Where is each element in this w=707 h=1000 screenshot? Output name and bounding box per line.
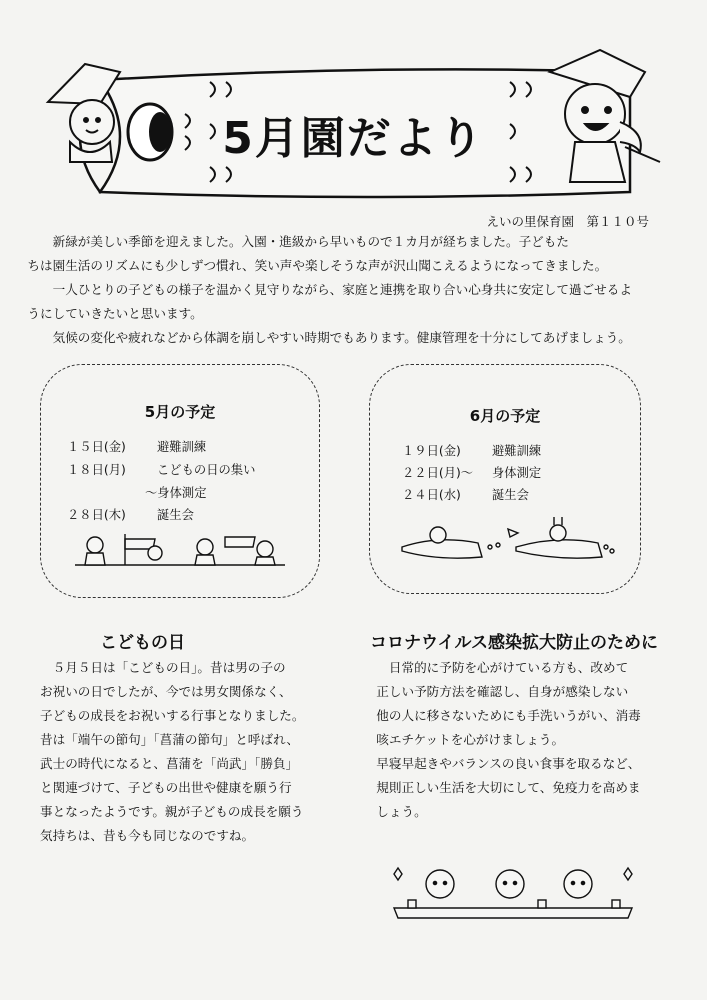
may-item-event: ～身体測定 bbox=[145, 486, 207, 500]
corona-prevention-title: コロナウイルス感染拡大防止のために bbox=[370, 633, 658, 653]
may-item-event: 避難訓練 bbox=[157, 440, 207, 454]
may-schedule-title: 5月の予定 bbox=[144, 403, 216, 421]
airplane-animals-illustration bbox=[398, 517, 618, 567]
children-parade-illustration bbox=[75, 529, 295, 577]
childrens-day-text: ５月５日は「こどもの日」。昔は男の子の お祝いの日でしたが、今では男女関係なく、 子どもの成長をお祝いする行事となりました。 昔は「端午の節句」「菖蒲の節句」と呼ばれ、 武士の時代になると、菖蒲を「尚武」「勝負」 と関連づけて、子どもの出世や健康を願う行 事となったようです。親が子どもの成長を願う 気持ちは、昔も今も同じなのですね。 bbox=[40, 660, 305, 843]
june-item-date: ２２日(月)～ bbox=[402, 466, 474, 480]
june-item-event: 誕生会 bbox=[492, 488, 529, 502]
may-item-date: １５日(金) bbox=[67, 440, 126, 454]
june-item-event: 身体測定 bbox=[492, 466, 542, 480]
may-item-event: こどもの日の集い bbox=[157, 463, 256, 477]
intro-paragraph-3: 気候の変化や疲れなどから体調を崩しやすい時期でもあります。健康管理を十分にしてあげましょう。 bbox=[52, 330, 631, 345]
june-item-event: 避難訓練 bbox=[492, 444, 542, 458]
intro-paragraph-2: 一人ひとりの子どもの様子を温かく見守りながら、家庭と連携を取り合い心身共に安定して過ごせるよ うにしていきたいと思います。 bbox=[27, 282, 632, 321]
june-schedule-box bbox=[369, 364, 641, 594]
corona-prevention-text: 日常的に予防を心がけている方も、改めて 正しい予防方法を確認し、自身が感染しない 他の人に移さないためにも手洗いうがい、消毒 咳エチケットを心がけましょう。 早寝早起きやバランスの良い食事を取るなど、 規則正しい生活を大切にして、免疫力を高めま しょう。 bbox=[376, 660, 641, 819]
june-schedule-title: 6月の予定 bbox=[469, 407, 541, 425]
may-schedule-box bbox=[40, 364, 320, 598]
intro-paragraph-1: 新緑が美しい季節を迎えました。入園・進級から早いもので１カ月が経ちました。子どもた ちは園生活のリズムにも少しずつ慣れ、笑い声や楽しそうな声が沢山聞こえるようになってきました。 bbox=[27, 234, 608, 273]
children-eating-illustration bbox=[388, 864, 638, 924]
may-item-event: 誕生会 bbox=[157, 508, 194, 522]
may-item-date: ２８日(木) bbox=[67, 508, 126, 522]
issue-number: えいの里保育園 第１１０号 bbox=[486, 214, 649, 229]
june-item-date: ２４日(水) bbox=[402, 488, 461, 502]
page-title: 5月園だより bbox=[222, 113, 485, 164]
may-item-date: １８日(月) bbox=[67, 463, 126, 477]
intro-text bbox=[27, 230, 668, 350]
june-item-date: １９日(金) bbox=[402, 444, 461, 458]
childrens-day-title: こどもの日 bbox=[100, 633, 185, 653]
